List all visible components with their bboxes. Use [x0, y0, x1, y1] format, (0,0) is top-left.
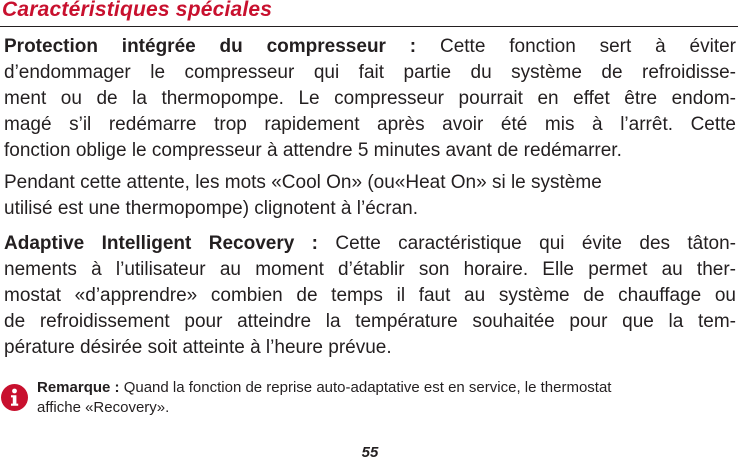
note-line: affiche «Recovery». [37, 399, 170, 416]
adaptive-paragraph [4, 231, 736, 361]
text-line: de refroidissement pour atteindre la température souhaitée pour que la tem- [4, 311, 736, 332]
note-block [37, 378, 737, 418]
protection-paragraph [4, 34, 736, 164]
text-line: ment ou de la thermopompe. Le compresseur pourrait en effet être endom- [4, 88, 736, 109]
text-line: magé s’il redémarre trop rapidement après avoir été mis à l’arrêt. Cette [4, 114, 736, 135]
note-label: Remarque : [37, 379, 120, 396]
page-number: 55 [361, 444, 379, 461]
text-line: mostat «d’apprendre» combien de temps il faut au système de chauffage ou [4, 285, 736, 306]
text-line: pérature désirée soit atteinte à l’heure prévue. [4, 337, 392, 358]
page-title: Caractéristiques spéciales [2, 0, 273, 21]
text-line: Protection intégrée du compresseur : Cette fonction sert à éviter [4, 36, 736, 57]
text-line: fonction oblige le compresseur à attendre 5 minutes avant de redémarrer. [4, 140, 622, 161]
protection-heading: Protection intégrée du compresseur : [4, 36, 417, 57]
note-line: Remarque : Quand la fonction de reprise auto-adaptative est en service, le thermostat [37, 379, 612, 396]
text-line: nements à l’utilisateur au moment d’établir son horaire. Elle permet au ther- [4, 259, 736, 280]
text-line: Pendant cette attente, les mots «Cool On» (ou«Heat On» si le système [4, 172, 602, 193]
text-line: d’endommager le compresseur qui fait partie du système de refroidisse- [4, 62, 736, 83]
adaptive-heading: Adaptive Intelligent Recovery : [4, 233, 318, 254]
waiting-paragraph [4, 170, 736, 222]
text-line: Adaptive Intelligent Recovery : Cette caractéristique qui évite des tâton- [4, 233, 736, 254]
title-divider [0, 26, 738, 27]
text-line: utilisé est une thermopompe) clignotent à l’écran. [4, 198, 419, 219]
info-icon [1, 384, 28, 411]
